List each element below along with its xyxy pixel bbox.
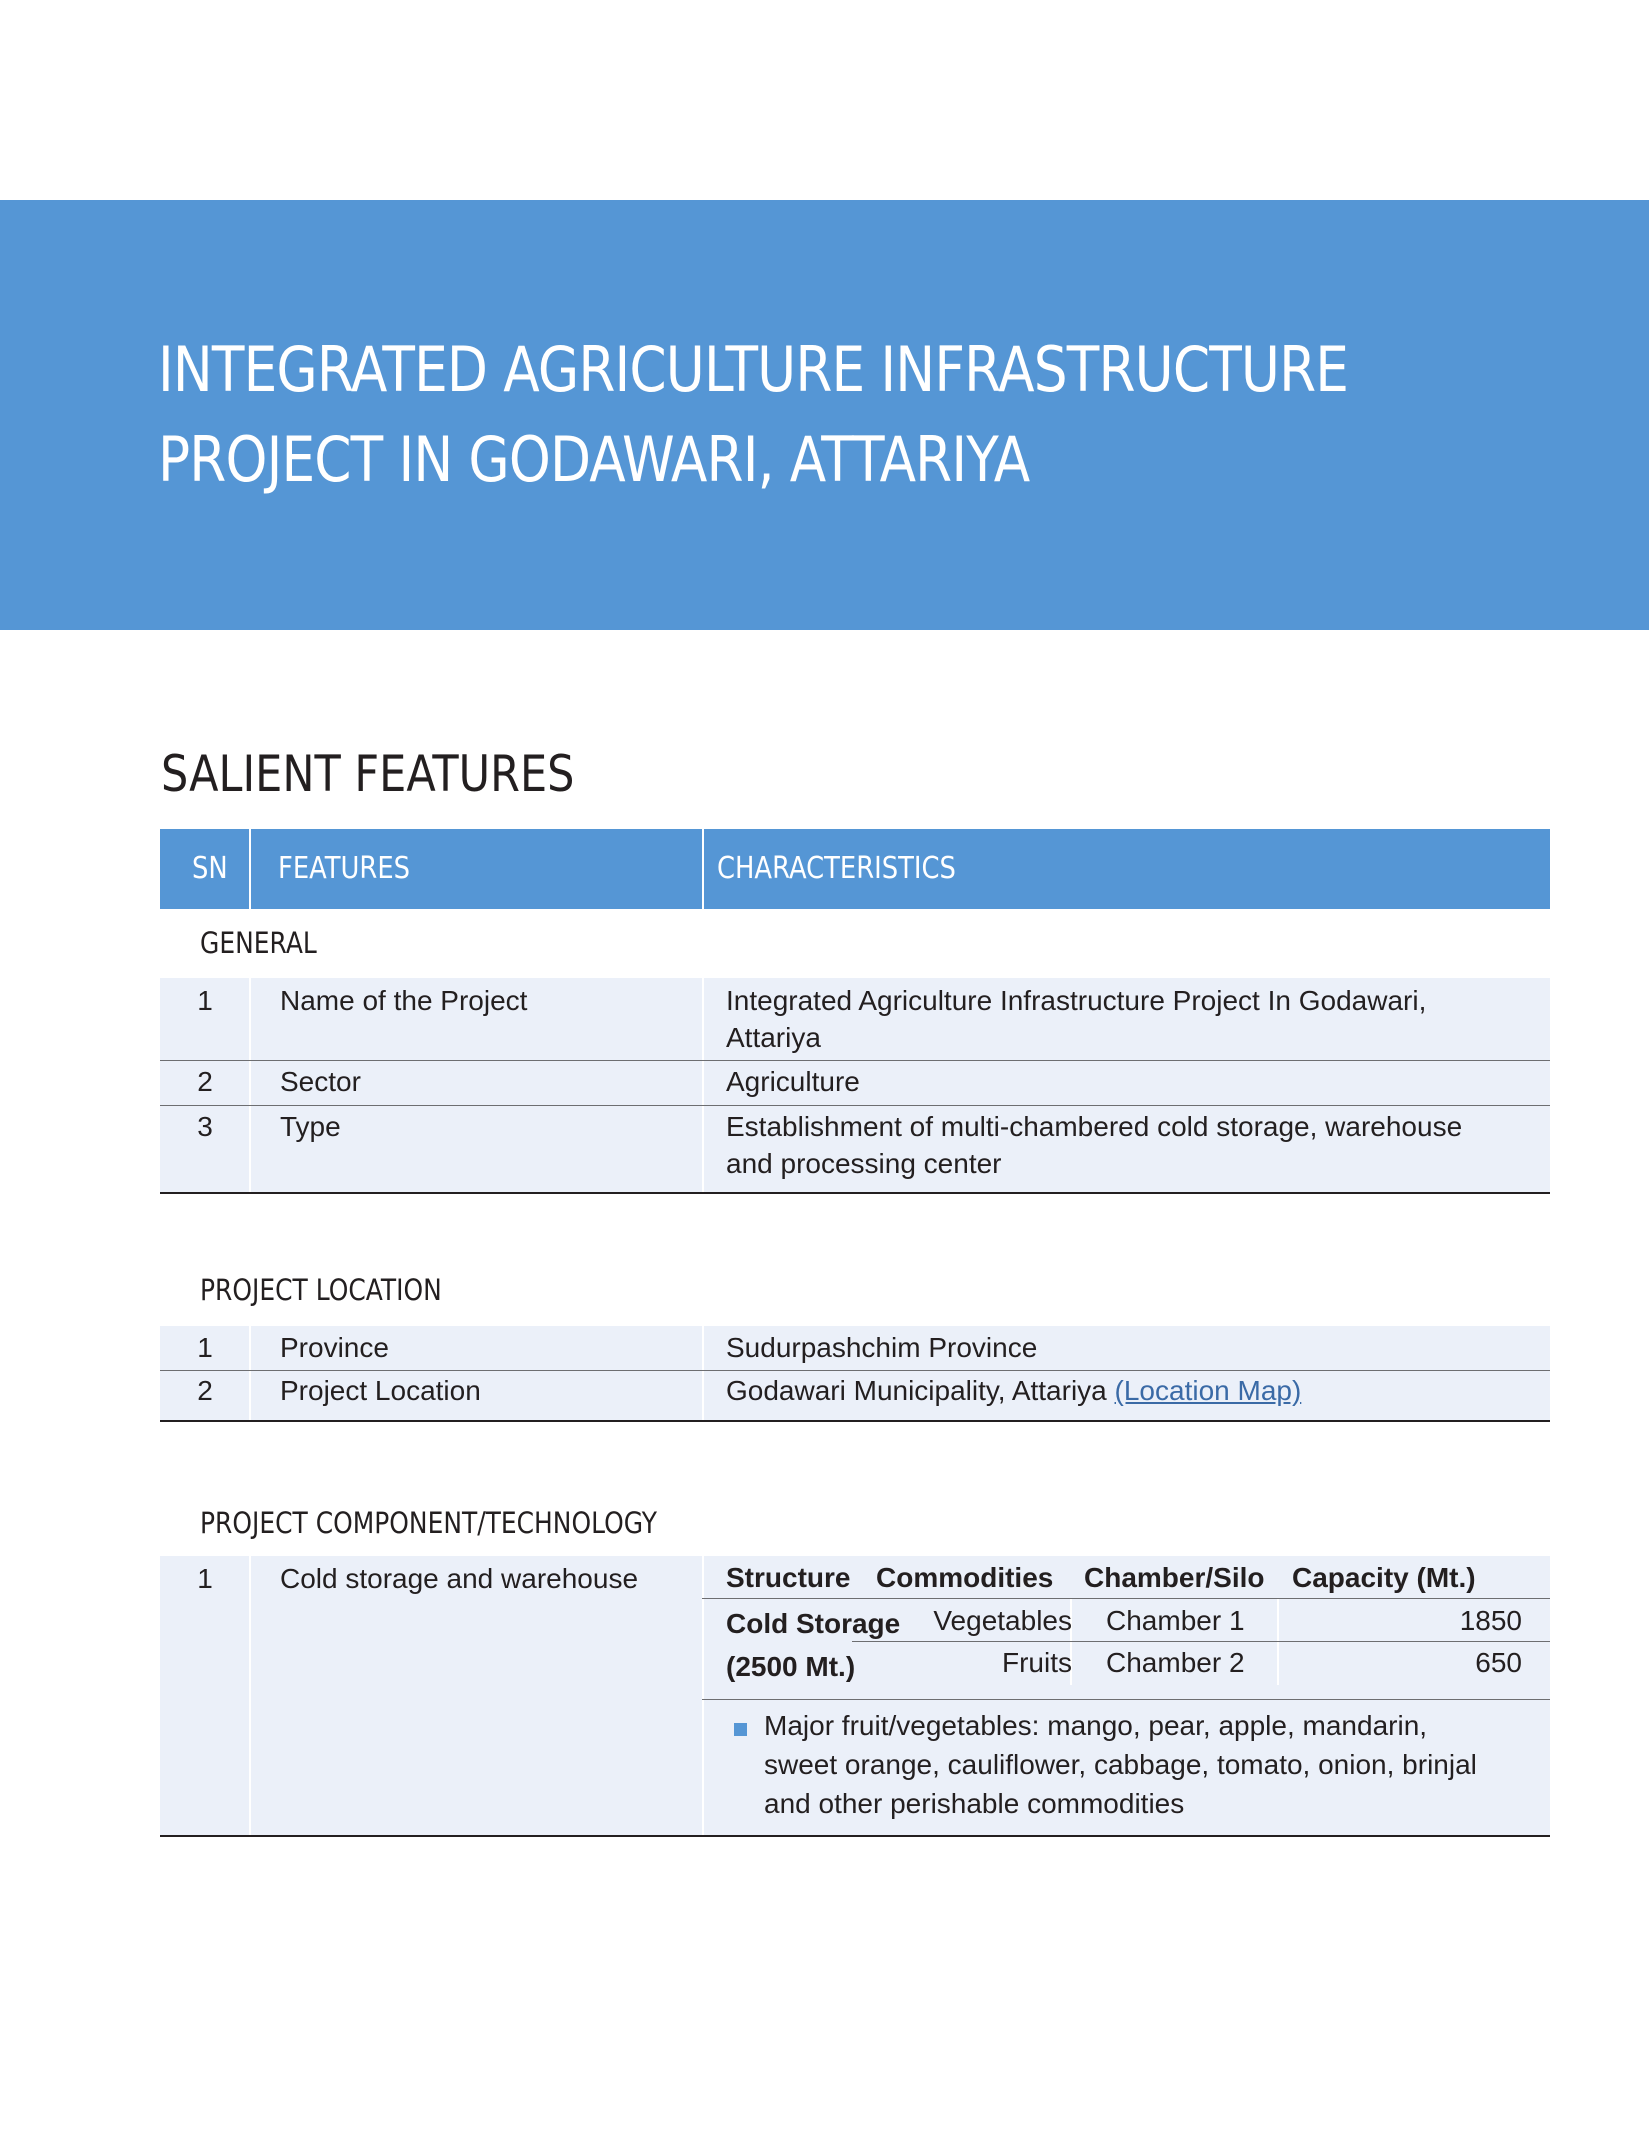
bullet-square-icon	[734, 1723, 747, 1736]
table-header	[160, 829, 1550, 909]
row-characteristic: Integrated Agriculture Infrastructure Project In Godawari, Attariya	[726, 985, 1427, 1053]
location-map-link[interactable]: (Location Map)	[1114, 1375, 1302, 1406]
header-features: FEATURES	[278, 851, 411, 886]
group-label-component: PROJECT COMPONENT/TECHNOLOGY	[200, 1506, 658, 1540]
subtable-row	[852, 1599, 1550, 1642]
row-feature: Cold storage and warehouse	[280, 1563, 639, 1594]
general-table	[160, 978, 1550, 1194]
row-characteristic: Sudurpashchim Province	[726, 1332, 1038, 1363]
row-sn: 1	[197, 1563, 213, 1594]
header-characteristics: CHARACTERISTICS	[717, 851, 956, 886]
title-banner	[0, 200, 1649, 630]
header-divider	[702, 829, 704, 909]
group-label-general: GENERAL	[200, 926, 317, 960]
capacity-subtable	[702, 1556, 1550, 1699]
subtable-structure: Cold Storage (2500 Mt.)	[726, 1608, 901, 1682]
header-divider	[249, 829, 251, 909]
row-sn: 1	[197, 985, 213, 1016]
commodities-note	[702, 1706, 1550, 1831]
location-table	[160, 1326, 1550, 1422]
row-sn: 2	[197, 1066, 213, 1097]
group-label-location: PROJECT LOCATION	[200, 1273, 442, 1307]
bullet-text: Major fruit/vegetables: mango, pear, apple, mandarin, sweet orange, cauliflower, cabbage, tomato, onion, brinjal and other perishable commodities	[764, 1710, 1477, 1819]
row-sn: 3	[197, 1111, 213, 1142]
subtable-chamber: Chamber 1	[1106, 1605, 1245, 1636]
row-feature: Sector	[280, 1066, 361, 1097]
subtable-header-row	[702, 1556, 1550, 1599]
row-feature: Province	[280, 1332, 389, 1363]
subtable-header-commodities: Commodities	[876, 1562, 1054, 1593]
header-sn: SN	[192, 851, 228, 886]
subtable-bottom-rule	[702, 1699, 1550, 1700]
row-feature: Project Location	[280, 1375, 481, 1406]
table-row	[160, 978, 1550, 1061]
subtable-header-capacity: Capacity (Mt.)	[1292, 1562, 1476, 1593]
row-feature: Type	[280, 1111, 341, 1142]
subtable-capacity: 1850	[1459, 1605, 1522, 1636]
subtable-capacity: 650	[1475, 1647, 1522, 1678]
row-characteristic: Godawari Municipality, Attariya (Location Map)	[726, 1375, 1302, 1406]
row-characteristic: Agriculture	[726, 1066, 860, 1097]
subtable-commodity: Fruits	[1002, 1647, 1072, 1678]
column-divider	[249, 1556, 251, 1835]
document-title: INTEGRATED AGRICULTURE INFRASTRUCTURE PROJECT IN GODAWARI, ATTARIYA	[158, 333, 1349, 496]
subtable-header-structure: Structure	[726, 1562, 851, 1593]
section-title: SALIENT FEATURES	[161, 745, 575, 803]
row-feature: Name of the Project	[280, 985, 528, 1016]
subtable-chamber: Chamber 2	[1106, 1647, 1245, 1678]
component-table	[160, 1556, 1550, 1837]
table-row	[160, 1326, 1550, 1371]
row-characteristic: Establishment of multi-chambered cold storage, warehouse and processing center	[726, 1111, 1463, 1179]
row-sn: 2	[197, 1375, 213, 1406]
table-row	[160, 1061, 1550, 1106]
subtable-row	[852, 1642, 1550, 1685]
subtable-header-chamber: Chamber/Silo	[1084, 1562, 1265, 1593]
table-row	[160, 1371, 1550, 1420]
subtable-commodity: Vegetables	[933, 1605, 1072, 1636]
row-sn: 1	[197, 1332, 213, 1363]
table-row	[160, 1106, 1550, 1192]
